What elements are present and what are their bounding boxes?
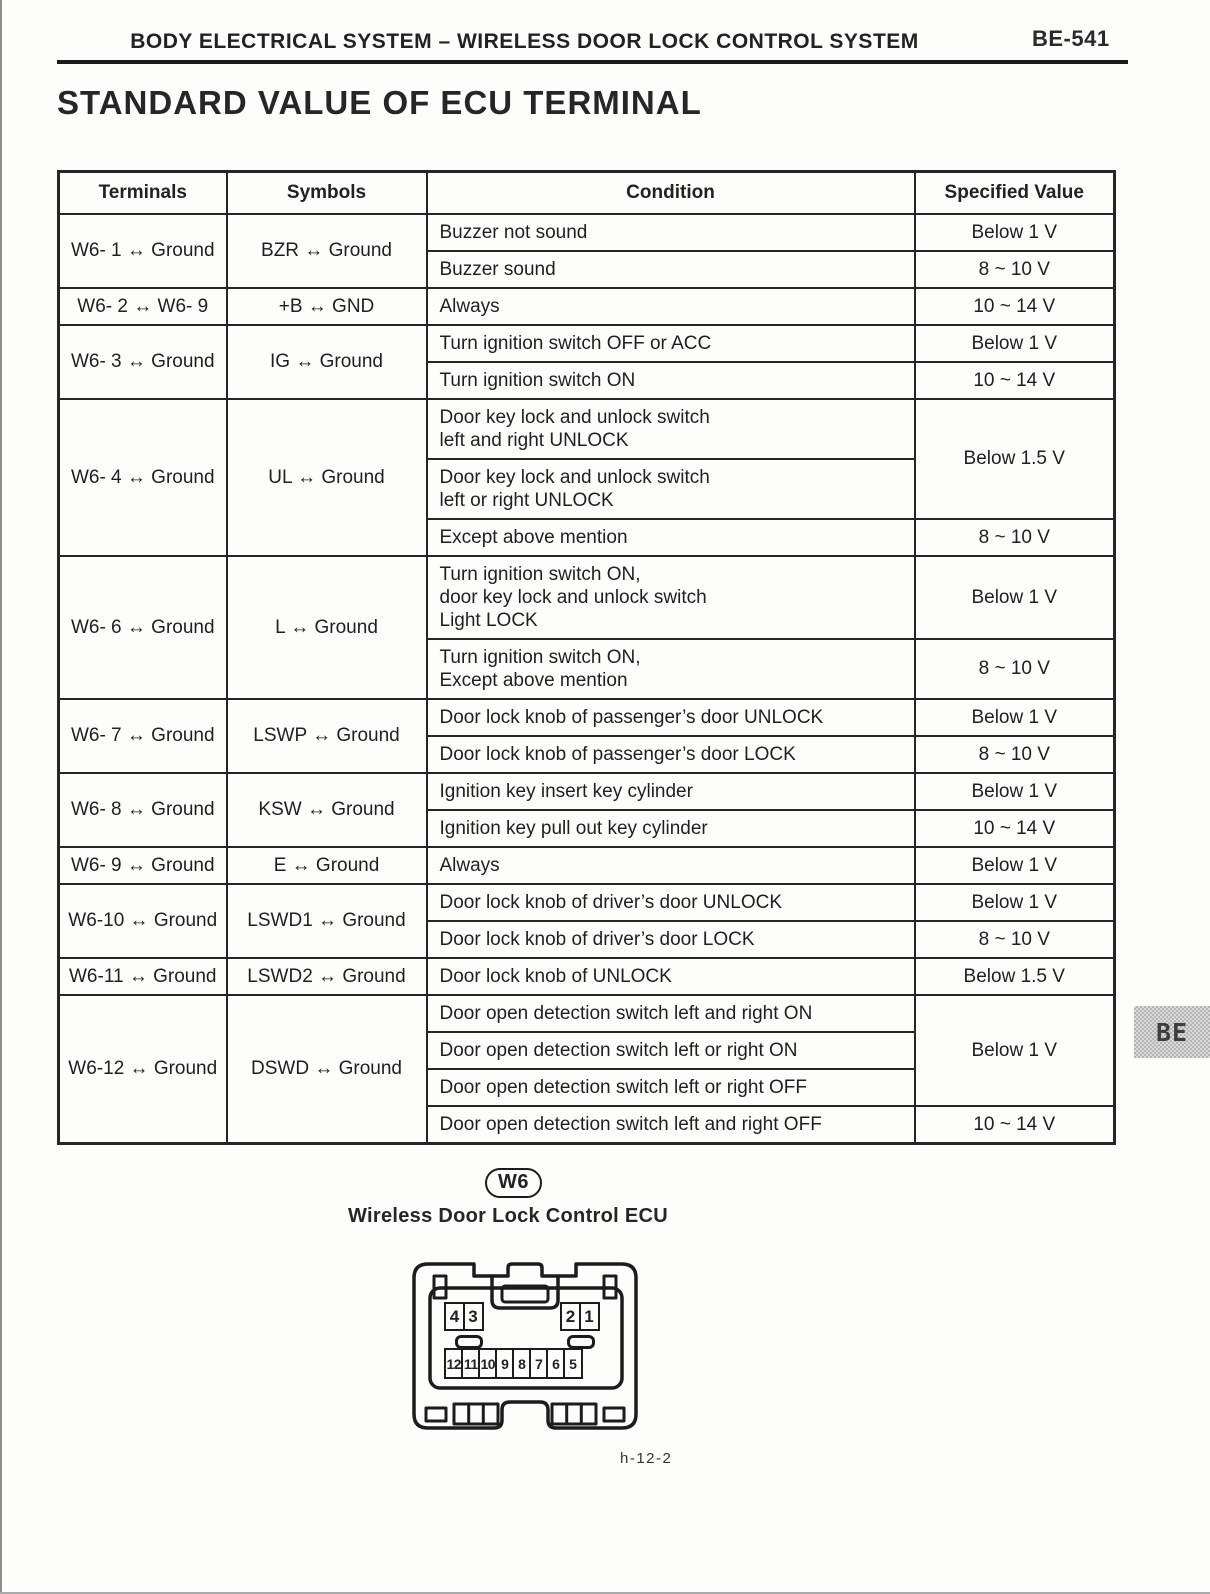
specified-value-cell: Below 1.5 V	[915, 399, 1115, 519]
running-header: BODY ELECTRICAL SYSTEM – WIRELESS DOOR LOCK CONTROL SYSTEM	[130, 30, 919, 53]
symbol-cell: E ↔ Ground	[227, 847, 427, 884]
connector-pin: 1	[579, 1302, 600, 1331]
condition-line: Ignition key insert key cylinder	[439, 781, 693, 802]
condition-cell	[427, 459, 915, 519]
table-header	[59, 172, 1115, 215]
column-header: Symbols	[227, 172, 427, 215]
condition-line: Turn ignition switch ON,	[439, 564, 641, 585]
condition-line: Except above mention	[439, 527, 628, 548]
condition-line: Door open detection switch left or right ON	[439, 1040, 798, 1061]
condition-line: Door open detection switch left and right ON	[439, 1003, 813, 1024]
specified-value-cell: Below 1 V	[915, 995, 1115, 1106]
table-row	[59, 699, 1115, 736]
condition-cell	[427, 921, 915, 958]
figure-code: h-12-2	[620, 1450, 673, 1467]
specified-value-cell: Below 1.5 V	[915, 958, 1115, 995]
condition-cell	[427, 556, 915, 639]
symbol-cell: BZR ↔ Ground	[227, 214, 427, 288]
specified-value-cell: Below 1 V	[915, 325, 1115, 362]
condition-cell	[427, 736, 915, 773]
connector-pin: 10	[478, 1348, 498, 1379]
column-header: Condition	[427, 172, 915, 215]
terminal-cell: W6- 1 ↔ Ground	[59, 214, 227, 288]
ecu-terminal-table	[57, 170, 1116, 1145]
condition-line: door key lock and unlock switch	[439, 587, 707, 608]
condition-line: Buzzer sound	[439, 259, 556, 280]
condition-cell	[427, 251, 915, 288]
connector-pin: 6	[546, 1348, 566, 1379]
terminal-cell: W6-12 ↔ Ground	[59, 995, 227, 1144]
table-row	[59, 556, 1115, 639]
symbol-cell: LSWD1 ↔ Ground	[227, 884, 427, 958]
connector-pins-top-left	[444, 1302, 484, 1331]
condition-cell	[427, 958, 915, 995]
terminal-cell: W6- 6 ↔ Ground	[59, 556, 227, 699]
specified-value-cell: Below 1 V	[915, 773, 1115, 810]
condition-cell	[427, 810, 915, 847]
condition-line: Door lock knob of passenger’s door UNLOCK	[439, 707, 824, 728]
condition-line: left or right UNLOCK	[439, 490, 614, 511]
connector-slot-left	[455, 1335, 483, 1349]
condition-cell	[427, 699, 915, 736]
table-row	[59, 288, 1115, 325]
symbol-cell: UL ↔ Ground	[227, 399, 427, 556]
terminal-cell: W6- 4 ↔ Ground	[59, 399, 227, 556]
condition-cell	[427, 773, 915, 810]
connector-pin: 11	[461, 1348, 481, 1379]
specified-value-cell: Below 1 V	[915, 699, 1115, 736]
table-row	[59, 214, 1115, 251]
terminal-cell: W6- 8 ↔ Ground	[59, 773, 227, 847]
condition-line: Door lock knob of UNLOCK	[439, 966, 672, 987]
symbol-cell: DSWD ↔ Ground	[227, 995, 427, 1144]
scan-edge-left	[0, 0, 2, 1594]
table-row	[59, 884, 1115, 921]
terminal-cell: W6-10 ↔ Ground	[59, 884, 227, 958]
specified-value-cell: Below 1 V	[915, 556, 1115, 639]
specified-value-cell: 10 ~ 14 V	[915, 810, 1115, 847]
condition-cell	[427, 399, 915, 459]
connector-pin: 3	[463, 1302, 484, 1331]
page-title: STANDARD VALUE OF ECU TERMINAL	[57, 84, 702, 121]
condition-line: Door key lock and unlock switch	[439, 467, 710, 488]
section-thumb-tab	[1134, 1006, 1210, 1058]
condition-line: Turn ignition switch ON	[439, 370, 636, 391]
specified-value-cell: 8 ~ 10 V	[915, 251, 1115, 288]
table-row	[59, 773, 1115, 810]
condition-cell	[427, 1069, 915, 1106]
connector-pin: 12	[444, 1348, 464, 1379]
condition-cell	[427, 214, 915, 251]
ecu-connector-figure	[400, 1244, 650, 1439]
condition-line: Door key lock and unlock switch	[439, 407, 710, 428]
condition-line: Except above mention	[439, 670, 628, 691]
specified-value-cell: Below 1 V	[915, 214, 1115, 251]
table-row	[59, 399, 1115, 459]
page-number: BE-541	[1032, 26, 1110, 51]
condition-line: Always	[439, 296, 500, 317]
condition-line: Door lock knob of driver’s door LOCK	[439, 929, 755, 950]
specified-value-cell: 10 ~ 14 V	[915, 288, 1115, 325]
condition-cell	[427, 1032, 915, 1069]
condition-line: Door lock knob of driver’s door UNLOCK	[439, 892, 782, 913]
ecu-connector-drawing	[400, 1244, 650, 1439]
specified-value-cell: 10 ~ 14 V	[915, 362, 1115, 399]
figure-caption: Wireless Door Lock Control ECU	[348, 1205, 668, 1227]
symbol-cell: LSWP ↔ Ground	[227, 699, 427, 773]
condition-line: Turn ignition switch ON,	[439, 647, 641, 668]
condition-cell	[427, 639, 915, 699]
connector-pin: 9	[495, 1348, 515, 1379]
specified-value-cell: 8 ~ 10 V	[915, 736, 1115, 773]
column-header: Terminals	[59, 172, 227, 215]
connector-pin: 7	[529, 1348, 549, 1379]
condition-cell	[427, 847, 915, 884]
symbol-cell: KSW ↔ Ground	[227, 773, 427, 847]
condition-line: Buzzer not sound	[439, 222, 588, 243]
condition-line: Turn ignition switch OFF or ACC	[439, 333, 712, 354]
connector-pin: 8	[512, 1348, 532, 1379]
connector-id-badge: W6	[485, 1168, 542, 1198]
condition-cell	[427, 519, 915, 556]
specified-value-cell: Below 1 V	[915, 847, 1115, 884]
connector-pin: 5	[563, 1348, 583, 1379]
condition-line: Ignition key pull out key cylinder	[439, 818, 708, 839]
specified-value-cell: 8 ~ 10 V	[915, 519, 1115, 556]
header-row	[59, 172, 1115, 215]
connector-pin: 4	[444, 1302, 465, 1331]
specified-value-cell: 8 ~ 10 V	[915, 639, 1115, 699]
condition-cell	[427, 325, 915, 362]
table-row	[59, 958, 1115, 995]
header-rule	[57, 60, 1128, 64]
table-row	[59, 325, 1115, 362]
specified-value-cell: 8 ~ 10 V	[915, 921, 1115, 958]
condition-line: Light LOCK	[439, 610, 538, 631]
connector-pins-bottom	[444, 1348, 583, 1379]
column-header: Specified Value	[915, 172, 1115, 215]
symbol-cell: IG ↔ Ground	[227, 325, 427, 399]
table-row	[59, 995, 1115, 1032]
condition-cell	[427, 1106, 915, 1144]
specified-value-cell: 10 ~ 14 V	[915, 1106, 1115, 1144]
condition-cell	[427, 995, 915, 1032]
connector-pin: 2	[560, 1302, 581, 1331]
condition-line: Door open detection switch left and right OFF	[439, 1114, 822, 1135]
terminal-cell: W6- 7 ↔ Ground	[59, 699, 227, 773]
condition-line: Always	[439, 855, 500, 876]
connector-pins-top-right	[560, 1302, 600, 1331]
condition-cell	[427, 288, 915, 325]
table-row	[59, 847, 1115, 884]
terminal-cell: W6-11 ↔ Ground	[59, 958, 227, 995]
symbol-cell: L ↔ Ground	[227, 556, 427, 699]
connector-slot-right	[567, 1335, 595, 1349]
table-body	[59, 214, 1115, 1144]
specified-value-cell: Below 1 V	[915, 884, 1115, 921]
symbol-cell: LSWD2 ↔ Ground	[227, 958, 427, 995]
terminal-cell: W6- 2 ↔ W6- 9	[59, 288, 227, 325]
condition-line: Door lock knob of passenger’s door LOCK	[439, 744, 796, 765]
condition-cell	[427, 884, 915, 921]
terminal-cell: W6- 9 ↔ Ground	[59, 847, 227, 884]
condition-line: Door open detection switch left or right OFF	[439, 1077, 807, 1098]
section-tab-label: BE	[1155, 1017, 1189, 1047]
condition-cell	[427, 362, 915, 399]
terminal-cell: W6- 3 ↔ Ground	[59, 325, 227, 399]
condition-line: left and right UNLOCK	[439, 430, 629, 451]
symbol-cell: +B ↔ GND	[227, 288, 427, 325]
